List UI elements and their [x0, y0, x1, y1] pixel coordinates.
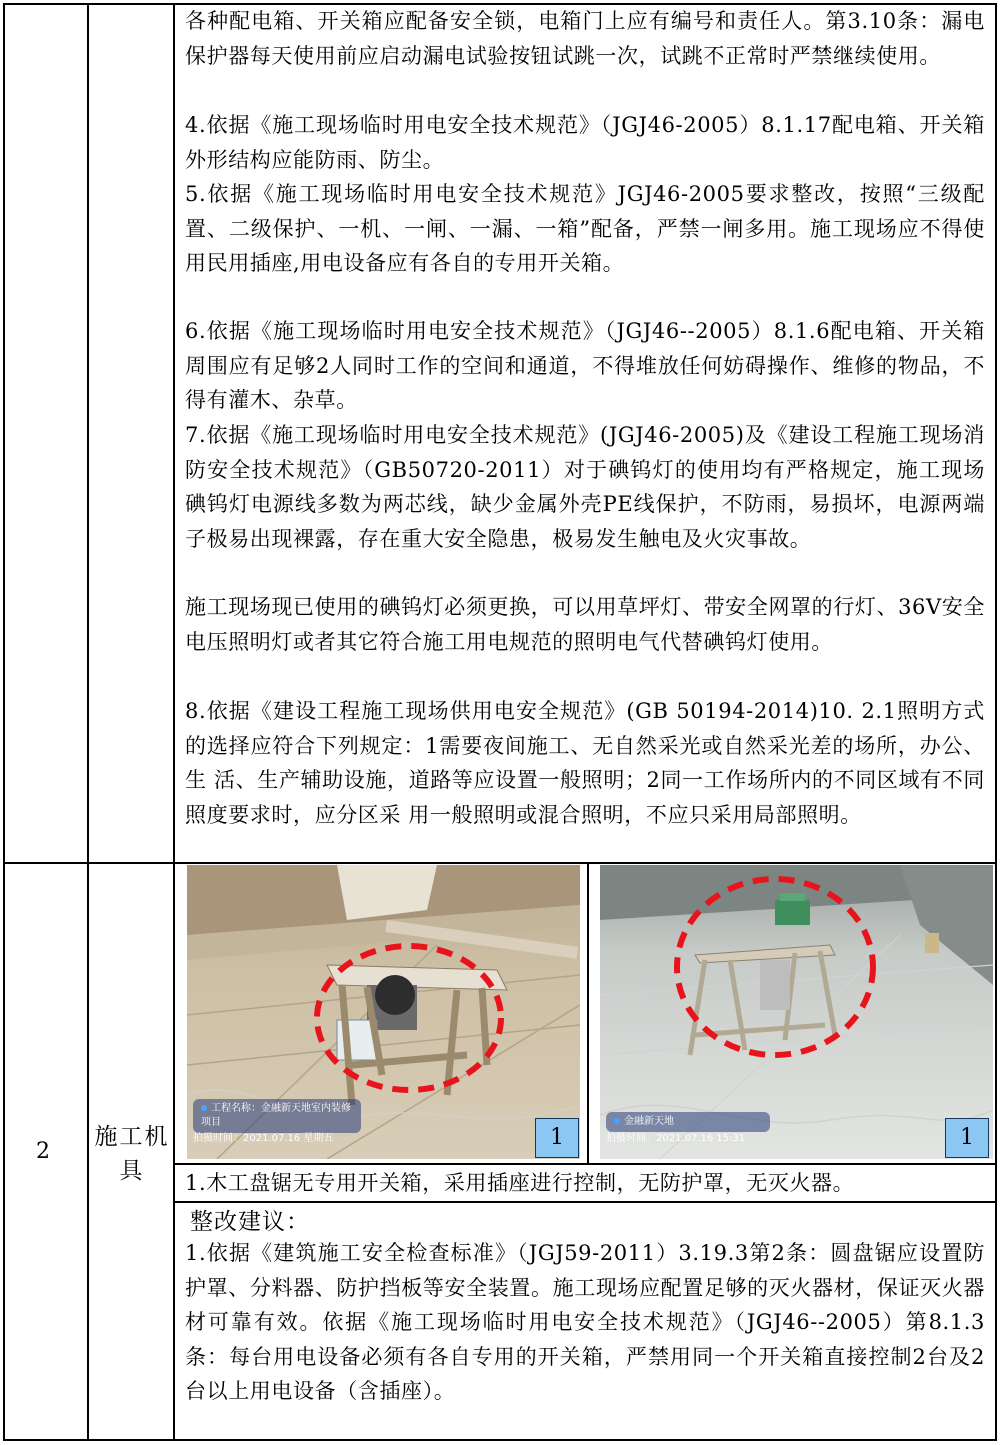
photo-separator [587, 862, 589, 1164]
paragraph-item-6: 6.依据《施工现场临时用电安全技术规范》（JGJ46--2005）8.1.6配电箱、开关箱周围应有足够2人同时工作的空间和通道，不得堆放任何妨碍操作、维修的物品，不得有灌木、杂草。 [185, 319, 985, 413]
problem-description: 1.木工盘锯无专用开关箱，采用插座进行控制，无防护罩，无灭火器。 [185, 1171, 855, 1195]
paragraph-continuation: 各种配电箱、开关箱应配备安全锁，电箱门上应有编号和责任人。第3.10条：漏电保护器每天使用前应启动漏电试验按钮试跳一次，试跳不正常时严禁继续使用。 [185, 9, 985, 68]
row-separator [3, 862, 997, 864]
paragraph-iodine-lamp: 施工现场现已使用的碘钨灯必须更换，可以用草坪灯、带安全网罩的行灯、36V安全电压照明灯或者其它符合施工用电规范的照明电气代替碘钨灯使用。 [185, 595, 985, 654]
col-separator-2 [173, 3, 175, 1441]
paragraph-item-5: 5.依据《施工现场临时用电安全技术规范》JGJ46-2005要求整改，按照“三级配置、二级保护、一机、一闸、一漏、一箱”配备，严禁一闸多用。施工现场应不得使用民用插座,用电设备应有各自的专用开关箱。 [185, 182, 985, 276]
photo-right-badge: 1 [945, 1118, 989, 1158]
paragraph-item-7: 7.依据《施工现场临时用电安全技术规范》(JGJ46-2005)及《建设工程施工现场消防安全技术规范》（GB50720-2011）对于碘钨灯的使用均有严格规定，施工现场碘钨灯电源线多数为两芯线，缺少金属外壳PE线保护，不防雨，易损坏，电源两端子极易出现裸露，存在重大安全隐患，极易发生触电及火灾事故。 [185, 423, 985, 551]
row-category: 施工机具 [94, 1124, 170, 1184]
problem-bottom-line [173, 1201, 997, 1203]
photo-left-project-card: 工程名称：金融新天地室内装修项目 [193, 1099, 361, 1133]
photo-left-time: 拍摄时间：2021.07.16 星期五 [193, 1133, 334, 1144]
paragraph-item-4: 4.依据《施工现场临时用电安全技术规范》（JGJ46-2005）8.1.17配电箱、开关箱外形结构应能防雨、防尘。 [185, 113, 985, 172]
photo-left-badge: 1 [535, 1118, 579, 1158]
location-dot-icon [201, 1105, 207, 1111]
photo-left [187, 865, 580, 1159]
paragraph-item-8: 8.依据《建设工程施工现场供用电安全规范》(GB 50194-2014)10. 2.1照明方式的选择应符合下列规定：1需要夜间施工、无自然采光或自然采光差的场所，办公、生 活、生产辅助设施，道路等应设置一般照明；2同一工作场所内的不同区域有不同照度要求时，应分区采 用一般照明或混合照明，不应只采用局部照明。 [185, 699, 985, 827]
row-number: 2 [36, 1139, 50, 1164]
photo-bottom-line [173, 1163, 997, 1165]
suggestion-heading: 整改建议： [190, 1209, 310, 1235]
photo-right [600, 865, 993, 1159]
photo-right-project-card: 金融新天地 [606, 1112, 770, 1132]
photo-right-time: 拍摄时间：2021.07.16 15:31 [606, 1133, 746, 1144]
suggestion-text: 1.依据《建筑施工安全检查标准》（JGJ59-2011）3.19.3第2条：圆盘锯应设置防护罩、分料器、防护挡板等安全装置。施工现场应配置足够的灭火器材，保证灭火器材可靠有效。依据《施工现场临时用电安全技术规范》（JGJ46--2005）第8.1.3条：每台用电设备必须有各自专用的开关箱，严禁用同一个开关箱直接控制2台及2台以上用电设备（含插座）。 [185, 1241, 985, 1404]
location-dot-icon-right [614, 1118, 620, 1124]
col-separator-1 [87, 3, 89, 1441]
